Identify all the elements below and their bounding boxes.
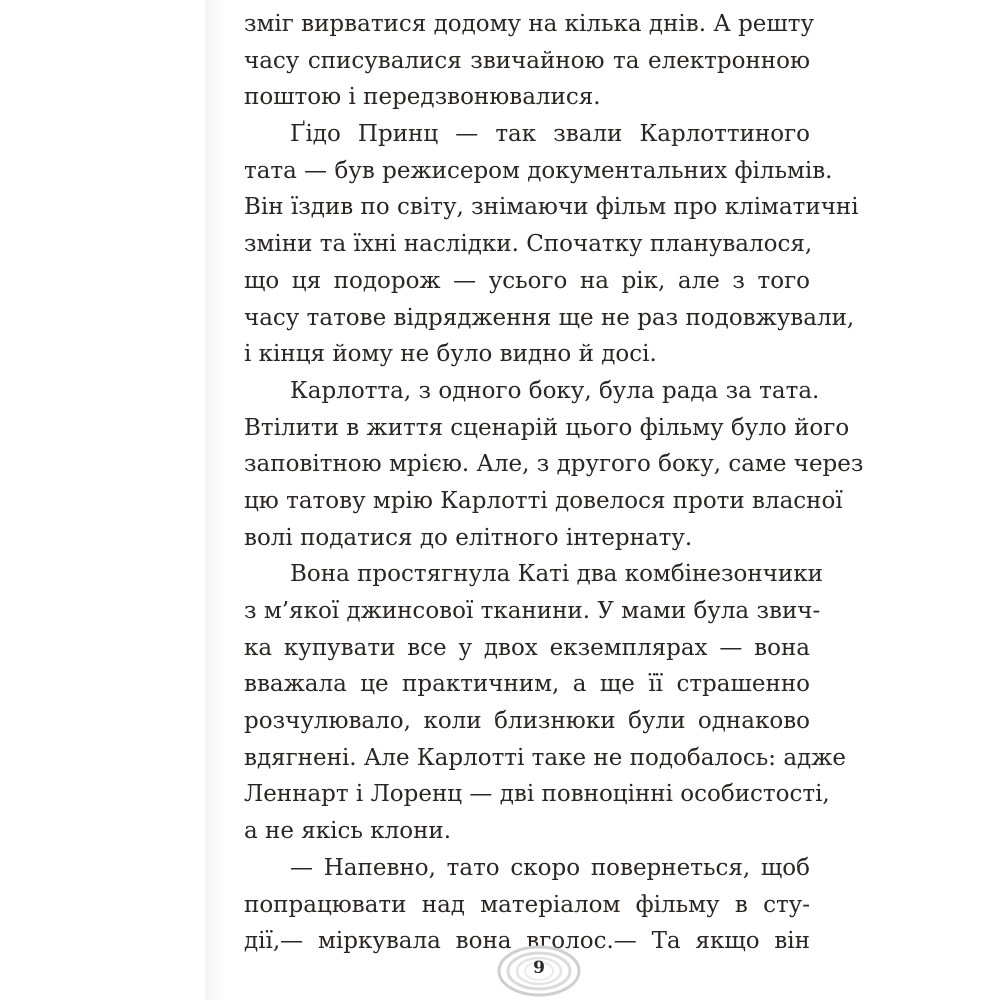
text-line: тата — був режисером документальних фільмів. — [244, 157, 833, 184]
text-line: Леннарт і Лоренц — дві повноцінні особистості, — [244, 781, 830, 808]
text-line: поштою і передзвонювалися. — [244, 84, 601, 111]
text-line: дії,— міркувала вона вголос.— Та якщо він — [244, 928, 810, 955]
text-line: цю татову мрію Карлотті довелося проти власної — [244, 487, 843, 514]
text-line: зміни та їхні наслідки. Спочатку планувалося, — [244, 231, 813, 258]
text-line: Карлотта, з одного боку, була рада за тата. — [290, 377, 820, 404]
text-line: Втілити в життя сценарій цього фільму було його — [244, 414, 850, 441]
text-line: часу татове відрядження ще не раз подовжували, — [244, 304, 855, 331]
text-line: розчулювало, коли близнюки були однаково — [244, 708, 810, 735]
text-line: з м’якої джинсової тканини. У мами була звич- — [244, 598, 821, 624]
text-line: Він їздив по світу, знімаючи фільм про кліматичні — [244, 194, 859, 221]
text-line: — Напевно, тато скоро повернеться, щоб — [290, 854, 810, 881]
page-number: 9 — [533, 958, 545, 978]
text-line: заповітною мрією. Але, з другого боку, саме через — [244, 451, 864, 478]
text-line: зміг вирватися додому на кілька днів. А решту — [244, 11, 815, 37]
text-line: волі податися до елітного інтернату. — [244, 524, 693, 551]
text-line: вдягнені. Але Карлотті таке не подобалось: адже — [244, 744, 846, 771]
text-line: Вона простягнула Каті два комбінезончики — [290, 561, 823, 588]
text-line: вважала це практичним, а ще її страшенно — [244, 671, 810, 698]
text-line: і кінця йому не було видно й досі. — [244, 341, 657, 368]
body-text — [244, 6, 864, 960]
gutter-shade — [205, 0, 225, 1000]
text-line: ка купувати все у двох екземплярах — вона — [244, 634, 810, 661]
text-line: що ця подорож — усього на рік, але з того — [244, 267, 810, 294]
text-line: а не якісь клони. — [244, 818, 452, 845]
text-line: Ґідо Принц — так звали Карлоттиного — [290, 121, 810, 148]
page-number-badge — [493, 942, 585, 998]
text-line: попрацювати над матеріалом фільму в сту- — [244, 891, 810, 918]
text-line: часу списувалися звичайною та електронною — [244, 47, 810, 74]
